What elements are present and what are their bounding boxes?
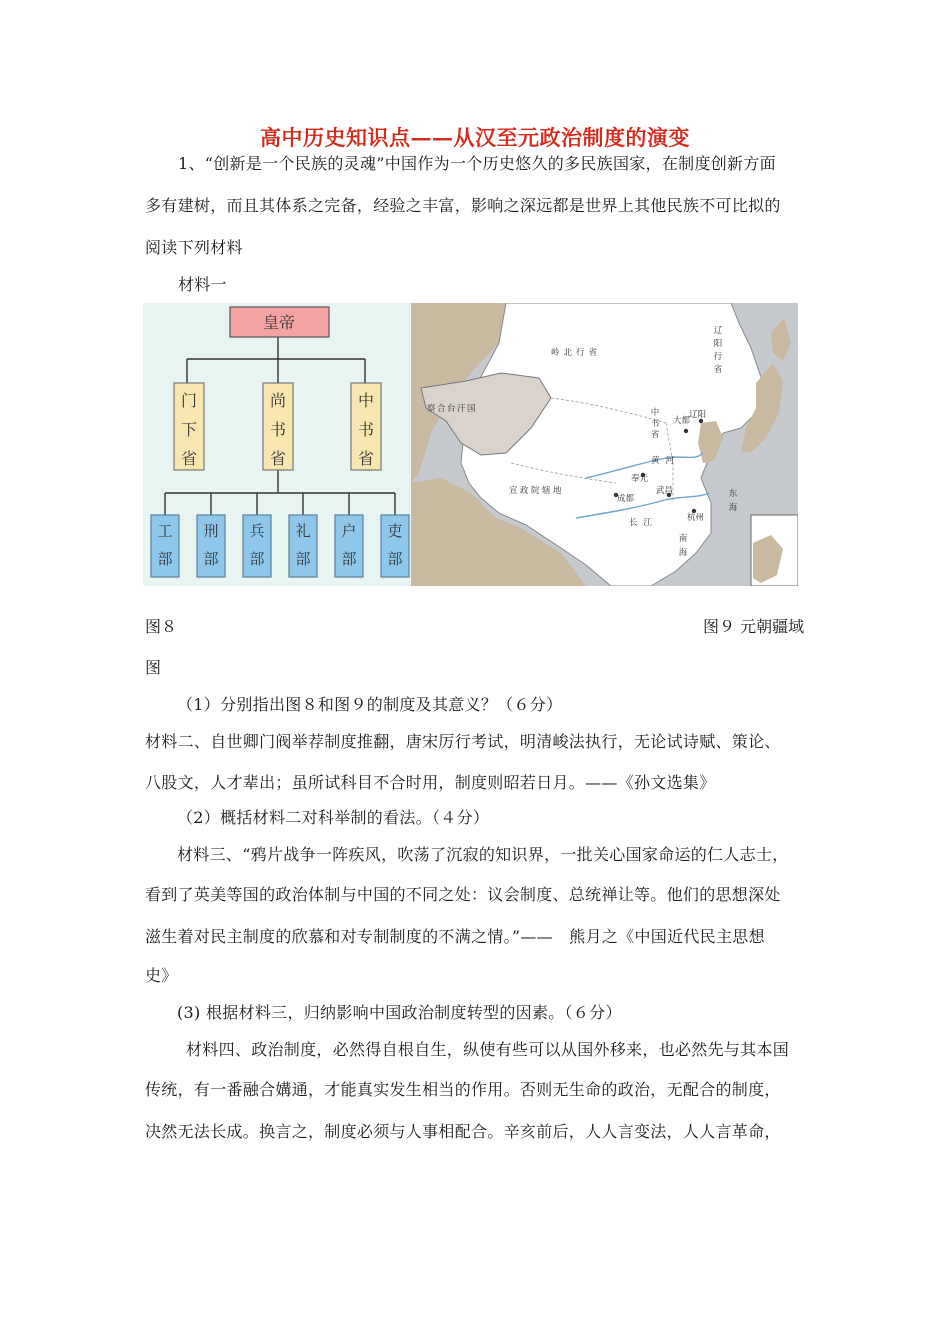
map-label-wuchang: 武昌 [656,486,674,496]
ministry-label: 兵 [249,522,265,540]
ministry-label: 工 [157,522,173,540]
paragraph-line: 看到了英美等国的政治体制与中国的不同之处：议会制度、总统禅让等。他们的思想深处 [145,885,781,904]
ministry-label: 部 [387,550,403,568]
province-label-shangshu: 书 [269,420,287,439]
map-label-hangzhou: 杭州 [687,513,705,523]
question-1: （1）分别指出图８和图９的制度及其意义？（６分） [177,695,563,714]
province-label-zhongshu: 书 [357,420,375,439]
map-label-xuanzheng: 宣政院辖地 [509,486,565,496]
map-label-zhongshu: 书 [650,419,660,429]
ministry-label: 礼 [295,522,311,540]
question-3: (3) 根据材料三，归纳影响中国政治制度转型的因素。（６分） [177,1003,622,1022]
figure-row [143,303,798,586]
map-label-liaoyang: 省 [713,365,723,375]
ministry-label: 户 [341,522,357,540]
province-label-shangshu: 省 [269,449,287,468]
page-title: 高中历史知识点——从汉至元政治制度的演变 [260,125,690,150]
ministry-label: 部 [249,550,265,568]
province-label-menxia: 下 [180,420,198,439]
paragraph-line: 1、“创新是一个民族的灵魂”中国作为一个历史悠久的多民族国家，在制度创新方面 [178,154,776,173]
paragraph-line: 传统，有一番融合媾通，才能真实发生相当的作用。否则无生命的政治，无配合的制度， [145,1080,781,1099]
ministry-label: 部 [341,550,357,568]
yuan-territory-map [411,303,798,586]
province-label-menxia: 省 [180,449,198,468]
map-label-liaoyang-city: 辽阳 [689,410,707,420]
map-label-liaoyang: 阳 [713,339,723,349]
figure-9-caption: 图９ 元朝疆域 [703,617,805,636]
map-label-nanhai: 海 [678,548,688,558]
map-label-donghai: 海 [728,503,738,513]
map-label-liaoyang: 辽 [713,326,723,336]
map-label-huanghe: 黄河 [651,456,681,466]
paragraph-line: 决然无法长成。换言之，制度必须与人事相配合。辛亥前后，人人言变法，人人言革命， [145,1122,781,1141]
map-label-dadu: 大都 [673,416,691,426]
province-label-zhongshu: 省 [357,449,375,468]
figure-8-caption: 图８ [145,617,178,636]
figure-9-caption-continued: 图 [145,658,162,677]
paragraph-line: 材料二、自世卿门阀举荐制度推翻，唐宋厉行考试，明清峻法执行，无论试诗赋、策论、 [145,732,781,751]
map-svg [411,303,798,586]
map-label-changjiang: 长江 [629,518,659,528]
emperor-label: 皇帝 [262,313,296,332]
paragraph-line: 阅读下列材料 [145,238,243,257]
map-label-chengdu: 成都 [617,494,635,504]
ministry-label: 部 [157,550,173,568]
question-2: （2）概括材料二对科举制的看法。（４分） [177,808,490,827]
ministry-label: 刑 [203,522,219,540]
map-label-zhongshu: 中 [650,408,660,418]
material-label: 材料一 [178,275,227,294]
map-label-donghai: 东 [728,489,738,499]
province-label-zhongshu: 中 [357,391,375,410]
map-label-chahetai: 察合台汗国 [427,404,478,414]
org-chart-figure [143,303,411,586]
province-label-menxia: 门 [180,391,198,410]
map-label-lingbei: 岭北行省 [551,348,602,358]
map-label-nanhai: 南 [678,534,688,544]
paragraph-line: 滋生着对民主制度的欣慕和对专制制度的不满之情。”—— 熊月之《中国近代民主思想 [145,927,765,946]
map-label-zhongshu: 省 [650,430,660,440]
city-dot-dadu [684,429,688,433]
paragraph-line: 史》 [145,966,178,985]
paragraph-line: 材料四、政治制度，必然得自根自生，纵使有些可以从国外移来，也必然先与其本国 [186,1040,790,1059]
ministry-label: 吏 [387,522,403,540]
ministry-label: 部 [295,550,311,568]
ministry-label: 部 [203,550,219,568]
map-label-liaoyang: 行 [713,352,723,362]
paragraph-line: 八股文，人才辈出；虽所试科目不合时用，制度则昭若日月。——《孙文选集》 [145,773,716,792]
map-label-fengyuan: 奉元 [631,474,649,484]
org-chart-svg [143,303,411,586]
paragraph-line: 材料三、“鸦片战争一阵疾风，吹荡了沉寂的知识界，一批关心国家命运的仁人志士， [177,845,789,864]
province-label-shangshu: 尚 [269,391,287,410]
paragraph-line: 多有建树，而且其体系之完备，经验之丰富，影响之深远都是世界上其他民族不可比拟的 [145,196,781,215]
